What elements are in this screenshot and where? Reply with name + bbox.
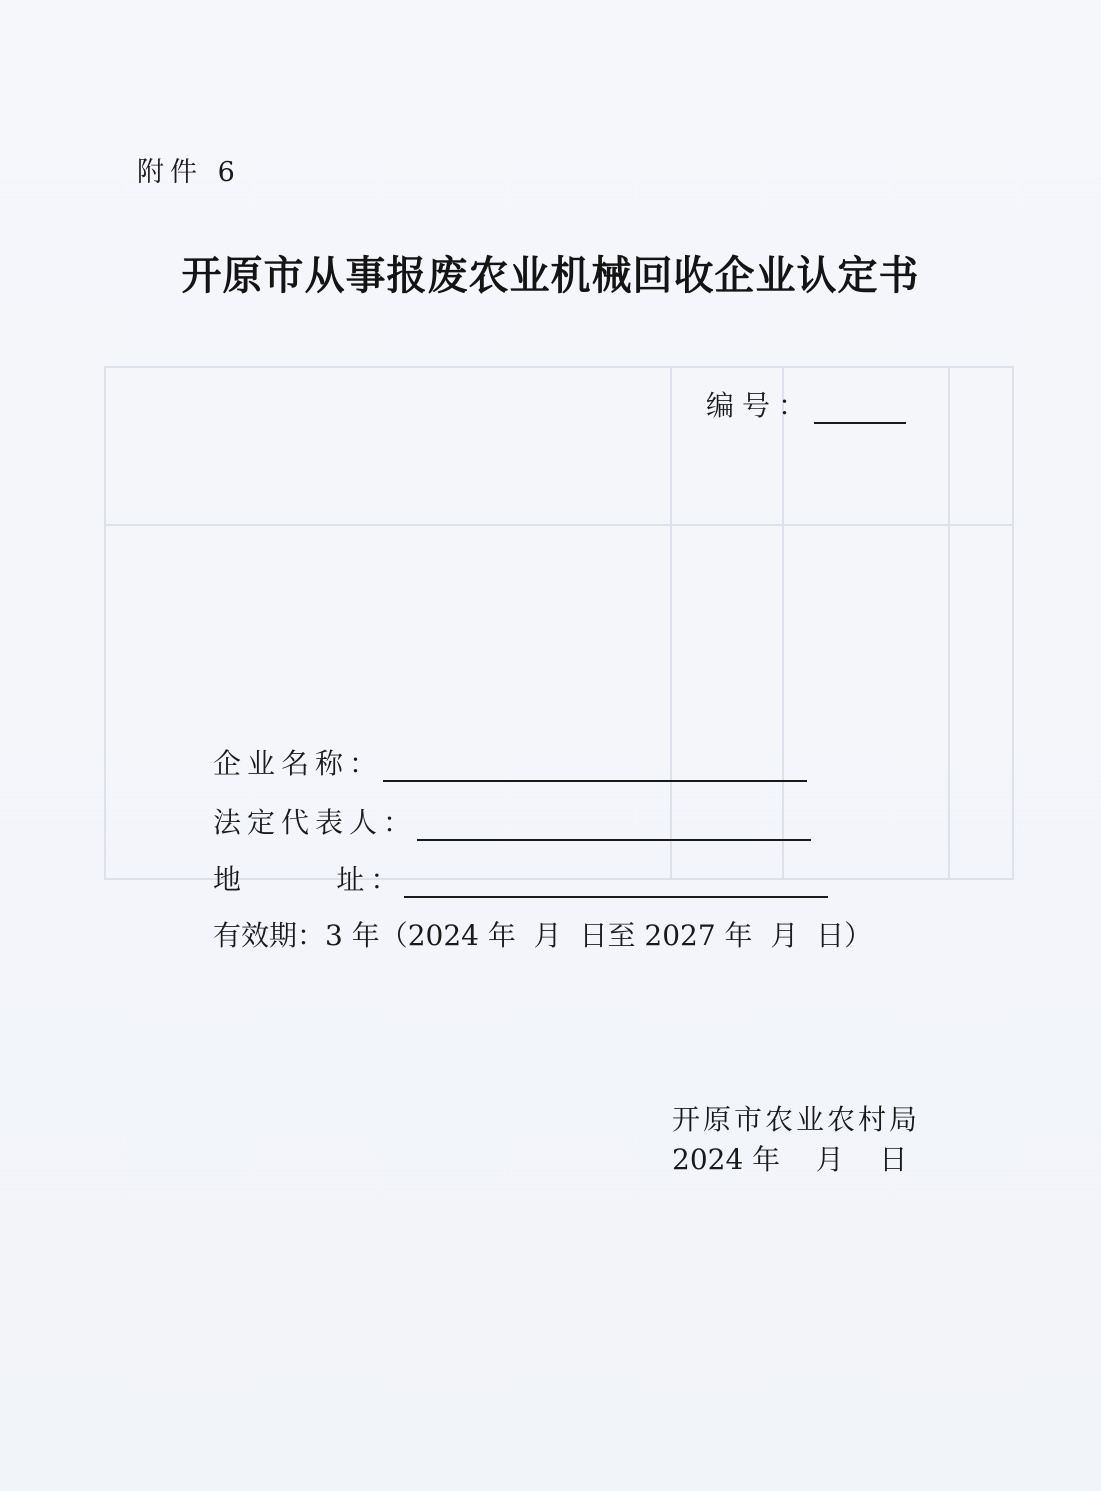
company-name-field	[213, 742, 807, 782]
show-through-line	[948, 368, 950, 878]
address-blank[interactable]	[404, 866, 828, 898]
validity-period: 有效期：3 年（2024 年 月 日至 2027 年 月 日）	[213, 919, 873, 952]
certificate-number-row	[706, 384, 906, 424]
legal-representative-field	[213, 801, 811, 841]
show-through-line	[106, 524, 1012, 526]
legal-representative-label: 法定代表人：	[213, 806, 418, 839]
issuer-organization: 开原市农业农村局	[672, 1103, 921, 1136]
company-name-label: 企业名称：	[213, 747, 384, 780]
legal-representative-blank[interactable]	[417, 809, 811, 841]
issue-date: 2024 年 月 日	[672, 1143, 908, 1176]
company-name-blank[interactable]	[383, 750, 807, 782]
address-label: 地 址：	[213, 863, 405, 896]
page-title: 开原市从事报废农业机械回收企业认定书	[181, 253, 920, 299]
annex-label: 附件 6	[137, 157, 241, 188]
issuer-signature-block	[672, 1100, 920, 1180]
certificate-number-blank[interactable]	[814, 392, 906, 424]
certificate-number-label: 编号：	[706, 389, 815, 422]
address-field	[213, 858, 828, 898]
